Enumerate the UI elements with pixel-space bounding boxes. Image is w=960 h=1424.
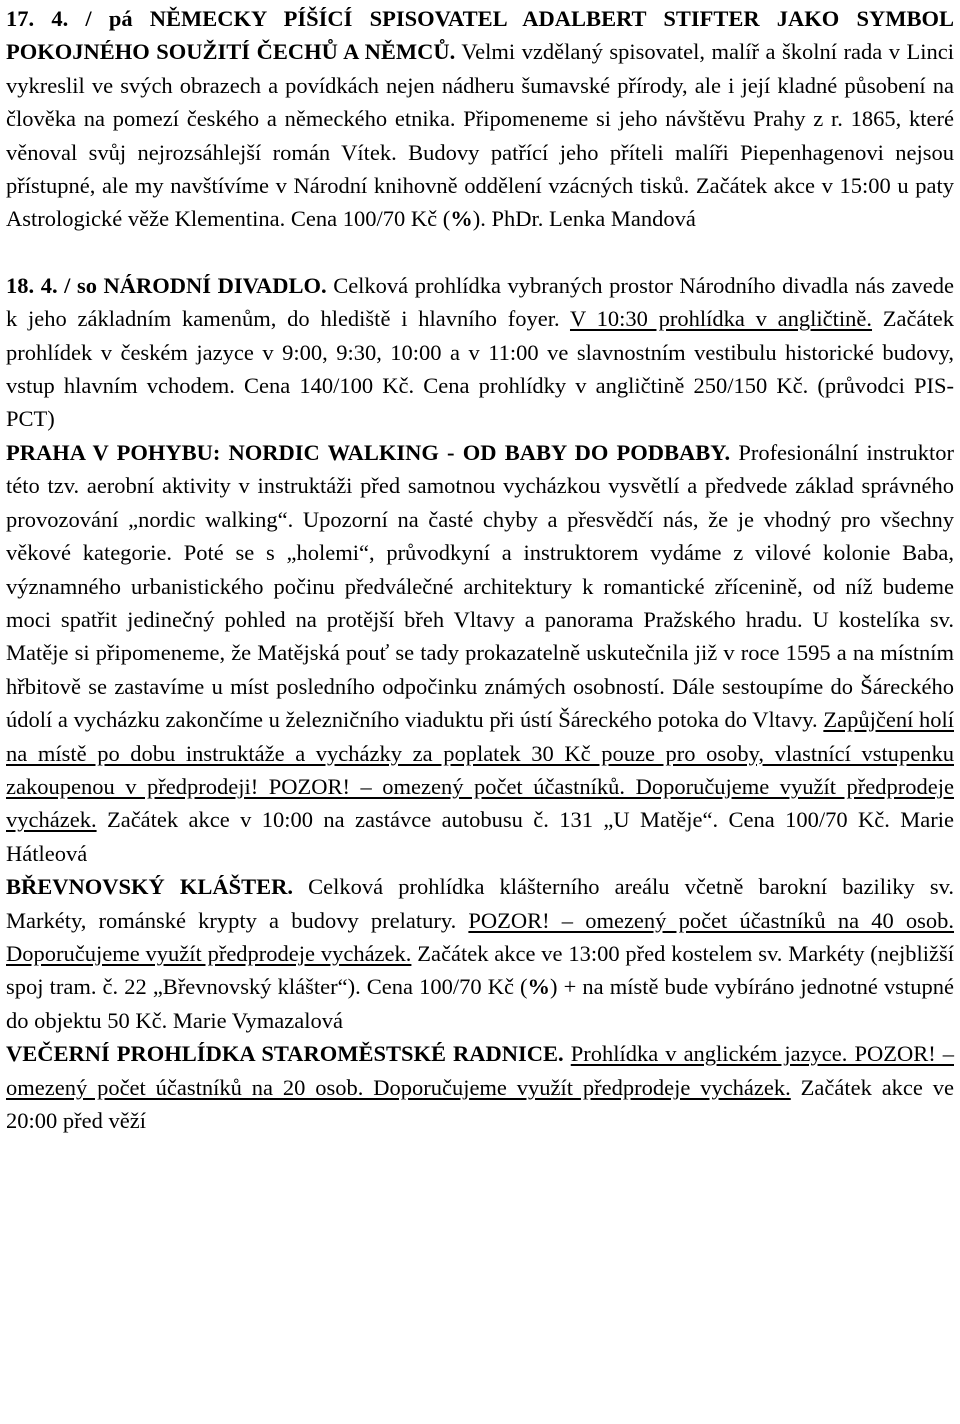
entry-notice: POZOR! – omezený počet účastníků na 40 osob. Doporučujeme využít předprodeje vycházek.: [6, 907, 954, 966]
entry-notice: Zapůjčení holí na místě po dobu instruktáže a vycházky za poplatek 30 Kč pouze pro osoby, vlastnící vstupenku zakoupenou v předprodeji! POZOR! – omezený počet účastníků. Doporučujeme využít předprodeje vycházek.: [6, 707, 954, 833]
entry-description-end: Začátek akce ve 20:00 před věží: [6, 1074, 955, 1133]
entry-title: NĚMECKY PÍŠÍCÍ SPISOVATEL ADALBERT STIFTER JAKO SYMBOL POKOJNÉHO SOUŽITÍ ČECHŮ A NĚMCŮ.: [6, 6, 955, 65]
entry-title: NÁRODNÍ DIVADLO.: [103, 272, 327, 298]
entry-description-end: Začátek prohlídek v českém jazyce v 9:00, 9:30, 10:00 a v 11:00 ve slavnostním vestibulu historické budovy, vstup hlavním vchodem. Cena 140/100 Kč. Cena prohlídky v angličtině 250/150 Kč. (průvodci PIS-PCT): [6, 306, 954, 432]
entry-title: PRAHA V POHYBU: NORDIC WALKING - OD BABY DO PODBABY.: [6, 439, 731, 465]
entry-notice: V 10:30 prohlídka v angličtině.: [569, 306, 873, 332]
entry-description: Profesionální instruktor této tzv. aerobní aktivity v instruktáži před samotnou vycházkou vysvětlí a předvede základ správného provozování „nordic walking“. Upozorní na časté chyby a přesvědčí nás, že je vhodný pro všechny věkové kategorie. Poté se s „holemi“, průvodkyní a instruktorem vydáme z vilové kolonie Baba, významného urbanistického počinu předválečné architektury k romantické zřícenině, od níž budeme moci spatřit jedinečný pohled na protější břeh Vltavy a panorama Pražského hradu. U kostelíka sv. Matěje si připomeneme, že Matějská pouť se tady prokazatelně uskutečnila již v roce 1595 a na místním hřbitově se zastavíme u míst posledního odpočinku známých osobností. Dále sestoupíme do Šáreckého údolí a vycházku zakončíme u železničního viaduktu při ústí Šáreckého potoka do Vltavy.: [6, 439, 954, 733]
entry-notice: Prohlídka v anglickém jazyce. POZOR! – omezený počet účastníků na 20 osob. Doporučujeme využít předprodeje vycházek.: [6, 1041, 954, 1100]
entry-description-end: ). PhDr. Lenka Mandová: [472, 206, 696, 232]
entry-description-end: Začátek akce v 10:00 na zastávce autobusu č. 131 „U Matěje“. Cena 100/70 Kč. Marie Hátleová: [6, 807, 954, 866]
program-entry-nordic-walking: [6, 436, 954, 870]
entry-description: Celková prohlídka vybraných prostor Národního divadla nás zavede k jeho základním kamenům, do hlediště i hlavního foyer.: [6, 272, 954, 332]
entry-description: Celková prohlídka klášterního areálu včetně barokní baziliky sv. Markéty, románské krypty a budovy prelatury.: [6, 874, 954, 933]
entry-description-tail: ) + na místě bude vybíráno jednotné vstupné do objektu 50 Kč. Marie Vymazalová: [6, 974, 954, 1033]
program-entry-stifter: [6, 2, 954, 236]
entry-description-end: Začátek akce ve 13:00 před kostelem sv. Markéty (nejbližší spoj tram. č. 22 „Břevnovský klášter“). Cena 100/70 Kč (: [6, 940, 955, 1000]
entry-description: Velmi vzdělaný spisovatel, malíř a školní rada v Linci vykreslil ve svých obrazech a povídkách nejen nádheru šumavské přírody, ale i její kladné působení na člověka na pomezí českého a německého etnika. Připomeneme si jeho návštěvu Prahy z r. 1865, které věnoval svůj nejrozsáhlejší román Vítek. Budovy patřící jeho příteli malíři Piepenhagenovi nejsou přístupné, ale my navštívíme v Národní knihovně oddělení vzácných tisků. Začátek akce v 15:00 u paty Astrologické věže Klementina. Cena 100/70 Kč (: [6, 39, 955, 232]
program-entry-brevnov: [6, 870, 954, 1037]
discount-symbol: %: [450, 206, 473, 232]
entry-title: VEČERNÍ PROHLÍDKA STAROMĚSTSKÉ RADNICE.: [6, 1041, 564, 1067]
program-entry-narodni-divadlo: [6, 269, 954, 436]
entry-title: BŘEVNOVSKÝ KLÁŠTER.: [6, 874, 294, 900]
discount-symbol: %: [527, 974, 551, 1000]
entry-date: 17. 4. / pá: [6, 6, 133, 31]
entry-date: 18. 4. / so: [6, 272, 97, 298]
program-entry-staromestska-radnice: [6, 1037, 954, 1137]
